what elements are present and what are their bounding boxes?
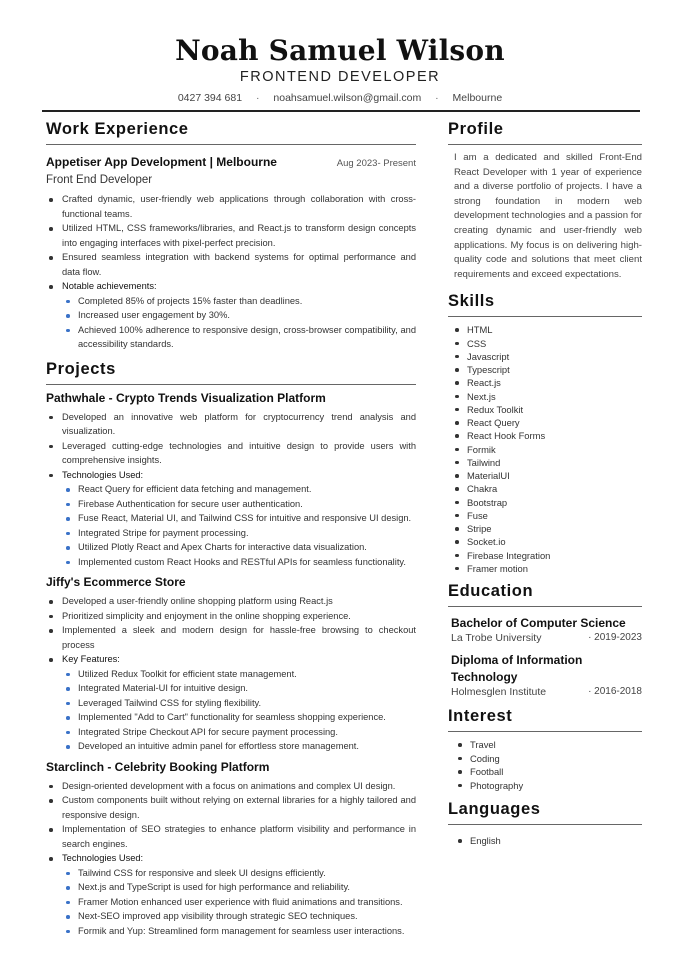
sub-list — [62, 482, 416, 569]
list-item — [46, 652, 416, 754]
candidate-name: Noah Samuel Wilson — [175, 34, 505, 67]
profile-text: I am a dedicated and skilled Front-End React Developer with 1 year of experience and a diverse portfolio of projects. I have a strong foundation in modern web development technologies and a passion for creating dynamic and user-friendly web applications. My focus is on delivering high-quality code and solutions that meet client requirements and exceed expectations. — [454, 152, 642, 280]
skill-item: Socket.io — [448, 535, 642, 548]
skill-item: Firebase Integration — [448, 549, 642, 562]
skill-item: Formik — [448, 443, 642, 456]
achievements-list — [62, 294, 416, 352]
interest-item: Football — [448, 765, 642, 779]
project-bullets — [46, 779, 416, 939]
school: La Trobe University — [451, 632, 542, 645]
interest-item: Coding — [448, 752, 642, 766]
list-item: Achieved 100% adherence to responsive design, cross-browser compatibility, and accessibility standards. — [62, 323, 416, 352]
skill-item: React.js — [448, 376, 642, 389]
skill-item: Tailwind — [448, 456, 642, 469]
skill-item: Stripe — [448, 522, 642, 535]
skill-item: Framer motion — [448, 562, 642, 575]
skill-item: Javascript — [448, 350, 642, 363]
list-item: Integrated Stripe for payment processing. — [62, 526, 416, 541]
list-item: Formik and Yup: Streamlined form management for seamless user interactions. — [62, 924, 416, 939]
phone: 0427 394 681 — [177, 92, 243, 104]
list-item — [46, 851, 416, 938]
language-item: English — [448, 834, 642, 848]
list-item: Next-SEO improved app visibility through strategic SEO techniques. — [62, 909, 416, 924]
job-date: Aug 2023- Present — [336, 158, 416, 169]
skills-list — [448, 323, 642, 575]
degree-details — [448, 686, 642, 698]
list-item: Next.js and TypeScript is used for high performance and reliability. — [62, 880, 416, 895]
list-item: Leveraged cutting-edge technologies and intuitive design to provide users with comprehensive insights. — [46, 439, 416, 468]
right-column — [448, 120, 642, 848]
languages-list — [448, 834, 642, 848]
list-item: Utilized Redux Toolkit for efficient state management. — [62, 667, 416, 682]
separator: · — [435, 92, 439, 104]
contact-line — [0, 92, 680, 104]
section-title-skills: Skills — [448, 292, 642, 317]
section-title-languages: Languages — [448, 800, 642, 825]
job-role: Front End Developer — [46, 174, 153, 186]
interest-item: Photography — [448, 779, 642, 793]
work-bullets — [46, 192, 416, 352]
list-item: Crafted dynamic, user-friendly web applications through collaboration with cross-functional teams. — [46, 192, 416, 221]
list-item: Utilized Plotly React and Apex Charts for interactive data visualization. — [62, 540, 416, 555]
skill-item: Fuse — [448, 509, 642, 522]
project-bullets — [46, 410, 416, 570]
list-item: Increased user engagement by 30%. — [62, 308, 416, 323]
section-title-work: Work Experience — [46, 120, 416, 145]
job-headline: FRONTEND DEVELOPER — [239, 69, 441, 85]
sub-list — [62, 667, 416, 754]
project-title: Jiffy's Ecommerce Store — [46, 575, 186, 589]
degree-title: Bachelor of Computer Science — [451, 616, 626, 631]
degree-details — [448, 632, 642, 644]
sub-label: Technologies Used: — [62, 469, 144, 480]
project-title: Pathwhale - Crypto Trends Visualization Platform — [46, 390, 326, 405]
skill-item: Bootstrap — [448, 496, 642, 509]
school: Holmesglen Institute — [451, 686, 547, 699]
list-item: Implemented "Add to Cart" functionality for seamless shopping experience. — [62, 710, 416, 725]
list-item: Implementation of SEO strategies to enhance platform visibility and performance in search engines. — [46, 822, 416, 851]
skill-item: React Query — [448, 416, 642, 429]
skill-item: Redux Toolkit — [448, 403, 642, 416]
left-column — [46, 120, 416, 938]
skill-item: Typescript — [448, 363, 642, 376]
interest-item: Travel — [448, 738, 642, 752]
skill-item: MaterialUI — [448, 469, 642, 482]
achievements-label: Notable achievements: — [62, 281, 157, 291]
list-item: Integrated Stripe Checkout API for secure payment processing. — [62, 725, 416, 740]
skill-item: Chakra — [448, 482, 642, 495]
email: noahsamuel.wilson@gmail.com — [273, 92, 422, 104]
sub-list — [62, 866, 416, 939]
header-divider — [42, 110, 640, 112]
list-item — [46, 279, 416, 352]
degree-years: · 2019-2023 — [588, 632, 642, 644]
separator: · — [255, 92, 260, 104]
skill-item: CSS — [448, 337, 642, 350]
section-title-profile: Profile — [448, 120, 642, 145]
list-item: Integrated Material-UI for intuitive design. — [62, 681, 416, 696]
degree-title: Diploma of Information Technology — [451, 653, 583, 685]
list-item: Developed an innovative web platform for cryptocurrency trend analysis and visualization. — [46, 410, 416, 439]
degree-years: · 2016-2018 — [588, 686, 642, 698]
project-title: Starclinch - Celebrity Booking Platform — [46, 759, 270, 774]
job-title: Appetiser App Development | Melbourne — [46, 155, 277, 169]
job-header — [46, 155, 416, 169]
sub-label: Technologies Used: — [62, 853, 144, 863]
list-item: Completed 85% of projects 15% faster than deadlines. — [62, 294, 416, 309]
list-item: Custom components built without relying on external libraries for a highly tailored and responsive design. — [46, 793, 416, 822]
list-item: Firebase Authentication for secure user authentication. — [62, 497, 416, 512]
section-title-projects: Projects — [46, 360, 416, 385]
list-item — [46, 468, 416, 570]
list-item: Implemented custom React Hooks and RESTful APIs for seamless functionality. — [62, 555, 416, 570]
list-item: Tailwind CSS for responsive and sleek UI designs efficiently. — [62, 866, 416, 881]
interest-list — [448, 738, 642, 792]
section-title-interest: Interest — [448, 707, 642, 732]
list-item: Utilized HTML, CSS frameworks/libraries, and React.js to transform design concepts into engaging interfaces with pixel-perfect precision. — [46, 221, 416, 250]
list-item: Fuse React, Material UI, and Tailwind CSS for intuitive and responsive UI design. — [62, 511, 416, 526]
list-item: Developed an intuitive admin panel for effortless store management. — [62, 739, 416, 754]
list-item: Ensured seamless integration with backend systems for optimal performance and data flow. — [46, 250, 416, 279]
section-title-education: Education — [448, 582, 642, 607]
location: Melbourne — [452, 92, 503, 104]
list-item: Developed a user-friendly online shopping platform using React.js — [46, 594, 416, 609]
skill-item: HTML — [448, 323, 642, 336]
list-item: Prioritized simplicity and enjoyment in the online shopping experience. — [46, 609, 416, 624]
list-item: Framer Motion enhanced user experience with fluid animations and transitions. — [62, 895, 416, 910]
list-item: Design-oriented development with a focus on animations and complex UI design. — [46, 779, 416, 794]
project-bullets — [46, 594, 416, 754]
list-item: Leveraged Tailwind CSS for styling flexibility. — [62, 696, 416, 711]
list-item: React Query for efficient data fetching and management. — [62, 482, 416, 497]
skill-item: React Hook Forms — [448, 429, 642, 442]
list-item: Implemented a sleek and modern design for hassle-free browsing to checkout process — [46, 623, 416, 652]
sub-label: Key Features: — [62, 654, 120, 664]
skill-item: Next.js — [448, 390, 642, 403]
